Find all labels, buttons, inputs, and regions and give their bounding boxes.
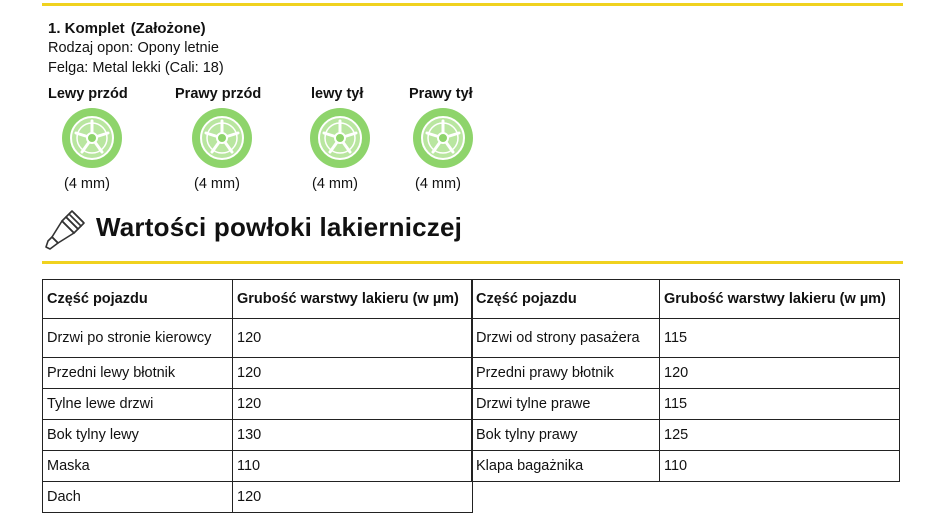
table-row	[43, 389, 473, 420]
cell-part: Dach	[43, 482, 233, 513]
tire-depth-rear-left: (4 mm)	[312, 176, 358, 192]
table-header-row	[472, 280, 900, 319]
cell-part: Przedni prawy błotnik	[472, 358, 660, 389]
cell-part: Tylne lewe drzwi	[43, 389, 233, 420]
table-row	[472, 358, 900, 389]
cell-part: Drzwi po stronie kierowcy	[43, 319, 233, 358]
top-divider	[42, 3, 903, 6]
table-row	[43, 358, 473, 389]
cell-part: Drzwi od strony pasażera	[472, 319, 660, 358]
cell-part: Bok tylny lewy	[43, 420, 233, 451]
cell-thickness: 115	[660, 389, 900, 420]
table-header-row	[43, 280, 473, 319]
tire-set-status: (Założone)	[130, 20, 206, 37]
cell-thickness: 120	[233, 358, 473, 389]
table-row	[43, 420, 473, 451]
cell-part: Bok tylny prawy	[472, 420, 660, 451]
table-row	[43, 319, 473, 358]
table-row	[472, 389, 900, 420]
cell-thickness: 115	[660, 319, 900, 358]
tire-label-front-left: Lewy przód	[48, 86, 128, 102]
tire-label-front-right: Prawy przód	[175, 86, 262, 102]
table-row	[43, 482, 473, 513]
cell-thickness: 110	[660, 451, 900, 482]
paint-table-left	[42, 279, 473, 513]
cell-part: Maska	[43, 451, 233, 482]
tire-set-number: 1. Komplet	[48, 20, 125, 37]
table-row	[472, 319, 900, 358]
table-row	[472, 451, 900, 482]
tire-label-rear-left: lewy tył	[311, 86, 364, 102]
cell-part: Drzwi tylne prawe	[472, 389, 660, 420]
cell-thickness: 130	[233, 420, 473, 451]
cell-thickness: 120	[233, 482, 473, 513]
column-header-part: Część pojazdu	[43, 280, 233, 319]
column-header-thickness: Grubość warstwy lakieru (w µm)	[233, 280, 473, 319]
cell-thickness: 120	[660, 358, 900, 389]
wheel-icon	[309, 107, 371, 169]
paintbrush-icon	[44, 207, 88, 251]
wheel-icon	[191, 107, 253, 169]
table-row	[472, 420, 900, 451]
cell-thickness: 120	[233, 319, 473, 358]
column-header-part: Część pojazdu	[472, 280, 660, 319]
cell-thickness: 110	[233, 451, 473, 482]
tire-label-rear-right: Prawy tył	[409, 86, 473, 102]
wheel-icon	[412, 107, 474, 169]
tire-depth-rear-right: (4 mm)	[415, 176, 461, 192]
tire-type: Rodzaj opon: Opony letnie	[48, 40, 219, 56]
tire-depth-front-left: (4 mm)	[64, 176, 110, 192]
table-row	[43, 451, 473, 482]
cell-part: Przedni lewy błotnik	[43, 358, 233, 389]
section-divider	[42, 261, 903, 264]
tire-depth-front-right: (4 mm)	[194, 176, 240, 192]
tire-set-title	[48, 20, 206, 37]
section-title: Wartości powłoki lakierniczej	[96, 212, 463, 242]
wheel-icon	[61, 107, 123, 169]
column-header-thickness: Grubość warstwy lakieru (w µm)	[660, 280, 900, 319]
paint-table-right	[471, 279, 900, 482]
cell-thickness: 120	[233, 389, 473, 420]
cell-part: Klapa bagażnika	[472, 451, 660, 482]
cell-thickness: 125	[660, 420, 900, 451]
rim-info: Felga: Metal lekki (Cali: 18)	[48, 60, 224, 76]
